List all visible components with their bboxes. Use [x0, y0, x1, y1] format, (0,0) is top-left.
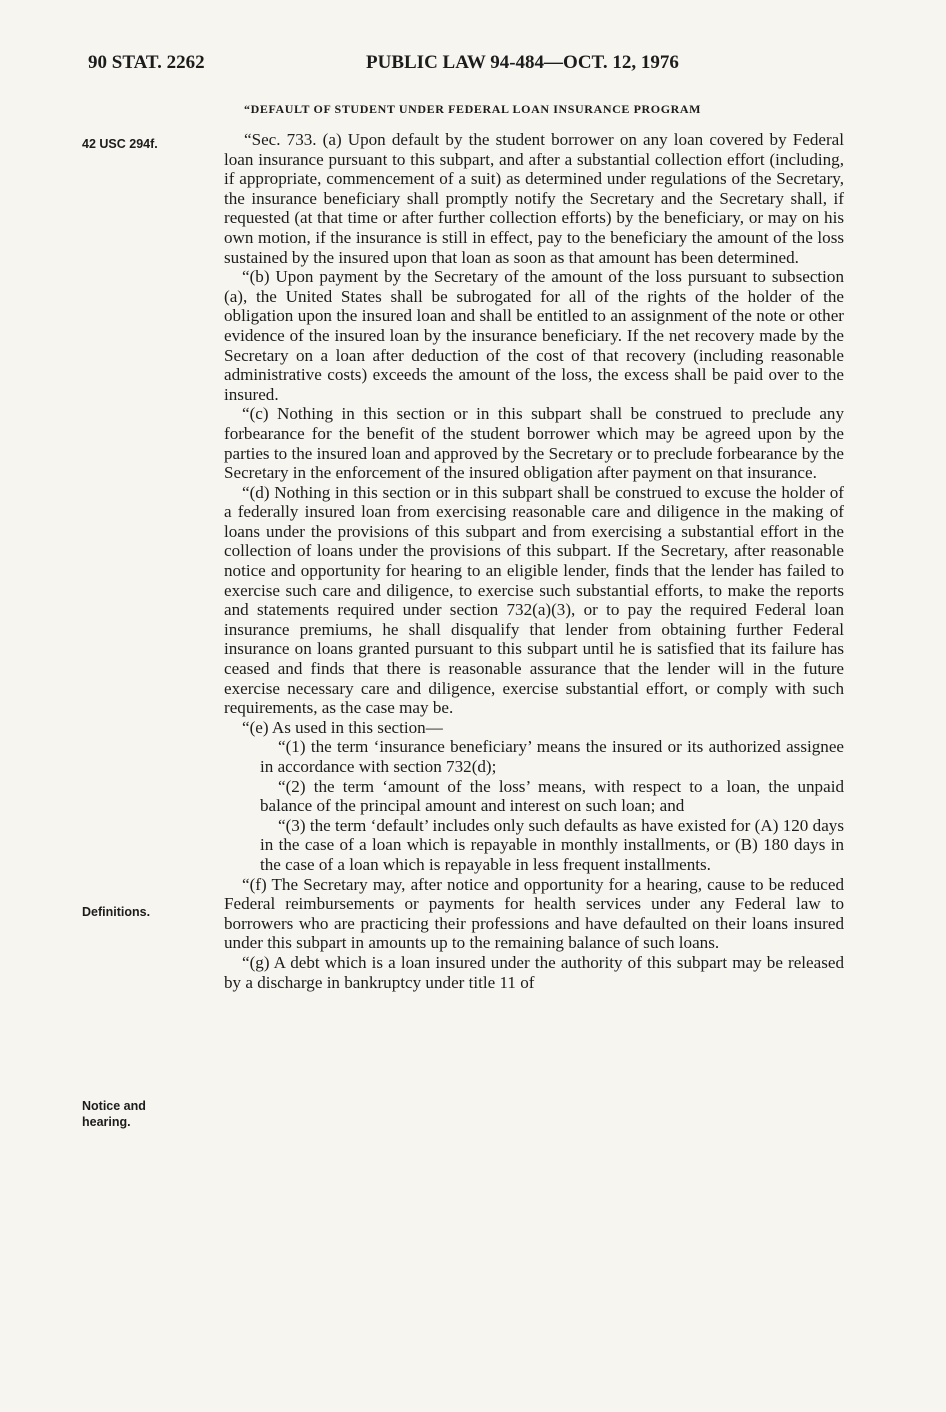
stat-page-number: 90 STAT. 2262	[88, 52, 205, 73]
paragraph-d: “(d) Nothing in this section or in this subpart shall be construed to excuse the holder of a federally insured loan from exercising reasonable care and diligence in the making of loans under the provisions of this subpart and from exercising a substantial effort in the collection of loans under the provisions of this subpart. If the Secretary, after reasonable notice and opportunity for hearing to an eligible lender, finds that the lender has failed to exercise such care and diligence, to exercise such substantial efforts, to make the reports and statements required under section 732(a)(3), or to pay the required Federal loan insurance premiums, he shall disqualify that lender from obtaining further Federal insurance on loans granted pursuant to this subpart until he is satisfied that its failure has ceased and finds that there is reasonable assurance that the lender will in the future exercise necessary care and diligence, exercise substantial effort, or comply with such requirements, as the case may be.	[224, 482, 844, 718]
statute-body	[224, 130, 844, 992]
definition-1: “(1) the term ‘insurance beneficiary’ means the insured or its authorized assignee in accordance with section 732(d);	[260, 737, 844, 776]
paragraph-b: “(b) Upon payment by the Secretary of the amount of the loss pursuant to subsection (a), the United States shall be subrogated for all of the rights of the holder of the obligation upon the insured loan and shall be entitled to an assignment of the note or other evidence of the insured loan by the insurance beneficiary. If the net recovery made by the Secretary on a loan after deduction of the cost of that recovery (including reasonable administrative costs) exceeds the amount of the loss, the excess shall be paid over to the insured.	[224, 267, 844, 404]
paragraph-g: “(g) A debt which is a loan insured under the authority of this subpart may be released by a discharge in bankruptcy under title 11 of	[224, 952, 844, 992]
section-heading: “DEFAULT OF STUDENT UNDER FEDERAL LOAN INSURANCE PROGRAM	[244, 102, 702, 116]
definition-2: “(2) the term ‘amount of the loss’ means, with respect to a loan, the unpaid balance of the principal amount and interest on such loan; and	[260, 776, 844, 816]
paragraph-f: “(f) The Secretary may, after notice and opportunity for a hearing, cause to be reduced Federal reimbursements or payments for health services under any Federal law to borrowers who are practicing their professions and have defaulted on their loans insured under this subpart in amounts up to the remaining balance of such loans.	[224, 874, 844, 953]
margin-note-notice-hearing: Notice and hearing.	[82, 1099, 146, 1129]
paragraph-a: “Sec. 733. (a) Upon default by the student borrower on any loan covered by Federal loan insurance pursuant to this subpart, and after a substantial collection effort (including, if appropriate, commencement of a suit) as determined under regulations of the Secretary, the insurance beneficiary shall promptly notify the Secretary and the Secretary shall, if requested (at that time or after further collection efforts) by the beneficiary, or may on his own motion, if the insurance is still in effect, pay to the beneficiary the amount of the loss sustained by the insured upon that loan as soon as that amount has been determined.	[224, 130, 844, 267]
margin-note-usc: 42 USC 294f.	[82, 137, 158, 151]
law-title: PUBLIC LAW 94-484—OCT. 12, 1976	[366, 52, 679, 73]
paragraph-c: “(c) Nothing in this section or in this subpart shall be construed to preclude any forbearance for the benefit of the student borrower which may be agreed upon by the parties to the insured loan and approved by the Secretary or to preclude forbearance by the Secretary in the enforcement of the insured obligation after payment on that insurance.	[224, 404, 844, 483]
paragraph-e: “(e) As used in this section—	[242, 717, 443, 737]
page-header	[88, 52, 858, 82]
margin-note-definitions: Definitions.	[82, 905, 151, 919]
definition-3: “(3) the term ‘default’ includes only such defaults as have existed for (A) 120 days in the case of a loan which is repayable in monthly installments, or (B) 180 days in the case of a loan which is repayable in less frequent installments.	[260, 815, 844, 874]
definitions-list	[260, 737, 844, 874]
